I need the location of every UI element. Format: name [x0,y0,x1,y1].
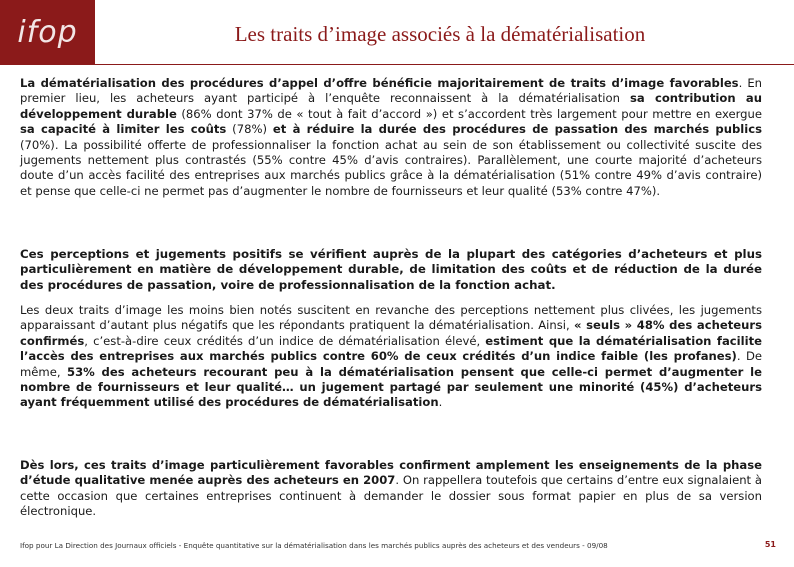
bold-text: estiment que la dématérialisation facilite l’accès des entreprises aux marchés publics contre 60% de ceux crédités d’un indice faible (les profanes) [20,333,762,364]
page-number: 51 [764,540,776,549]
body-text: . De même, [20,349,763,379]
body-text: (86% dont 37% de « tout à fait d’accord ») et s’accordent très largement pour mettre en exergue [176,106,762,121]
bold-text: Dès lors, ces traits d’image particulièrement favorables confirment amplement les enseignements de la phase d’étude qualitative menée auprès des acheteurs en 2007 [20,458,762,488]
bold-text: La dématérialisation des procédures d’appel d’offre bénéficie majoritairement de traits d’image favorables [20,76,739,90]
bold-text: Ces perceptions et jugements positifs se vérifient auprès de la plupart des catégories d’acheteurs et plus particulièrement en matière de développement durable, de limitation des coûts et de réduction de la durée des procédures de passation, voire de professionnalisation de la fonction achat. [20,247,762,292]
paragraph-3 [20,303,762,411]
bold-text: sa capacité à limiter les coûts [20,122,227,137]
bold-text: « seuls » 48% des acheteurs confirmés [20,318,762,348]
paragraph-2 [20,247,762,293]
bold-text: et à réduire la durée des procédures de passation des marchés publics [272,122,763,137]
body-text: . [438,395,443,410]
ifop-logo [0,0,95,65]
paragraph-1 [20,76,762,199]
logo-text: ifop [17,15,78,50]
header-divider [95,64,794,65]
page-title: Les traits d’image associés à la dématérialisation [234,22,646,46]
body-text: , c’est-à-dire ceux crédités d’un indice de dématérialisation élevé, [84,333,486,348]
body-text: Les deux traits d’image les moins bien notés suscitent en revanche des perceptions nettement plus clivées, les jugements apparaissant d’autant plus négatifs que les répondants pratiquent la dématérialisation. Ainsi, [20,303,762,333]
bold-text: 53% des acheteurs recourant peu à la dématérialisation pensent que celle-ci permet d’augmenter le nombre de fournisseurs et leur qualité… un jugement partagé par seulement une minorité (45%) d’acheteurs ayant fréquemment utilisé des procédures de dématérialisation [20,364,762,410]
body-text: (78%) [226,122,273,137]
footer-source: Ifop pour La Direction des Journaux officiels - Enquête quantitative sur la dématérialisation dans les marchés publics auprès des acheteurs et des vendeurs - 09/08 [20,541,608,550]
body-text: . On rappellera toutefois que certains d’entre eux signalaient à cette occasion que certaines entreprises continuent à demander le dossier sous format papier en plus de sa version électronique. [20,473,762,519]
paragraph-4 [20,458,762,520]
body-text: (70%). La possibilité offerte de professionnaliser la fonction achat au sein de son établissement ou collectivité suscite des jugements nettement plus contrastés (55% contre 45% d’avis contraires). Parallèlement, une courte majorité d’acheteurs doute d’un accès facilité des entreprises aux marchés publics grâce à la dématérialisation (51% contre 49% d’avis contraire) et pense que celle-ci ne permet pas d’augmenter le nombre de fournisseurs et leur qualité (53% contre 47%). [20,137,762,198]
bold-text: sa contribution au développement durable [20,91,762,121]
body-text: . En premier lieu, les acheteurs ayant participé à l’enquête reconnaissent à la dématérialisation [20,76,763,106]
